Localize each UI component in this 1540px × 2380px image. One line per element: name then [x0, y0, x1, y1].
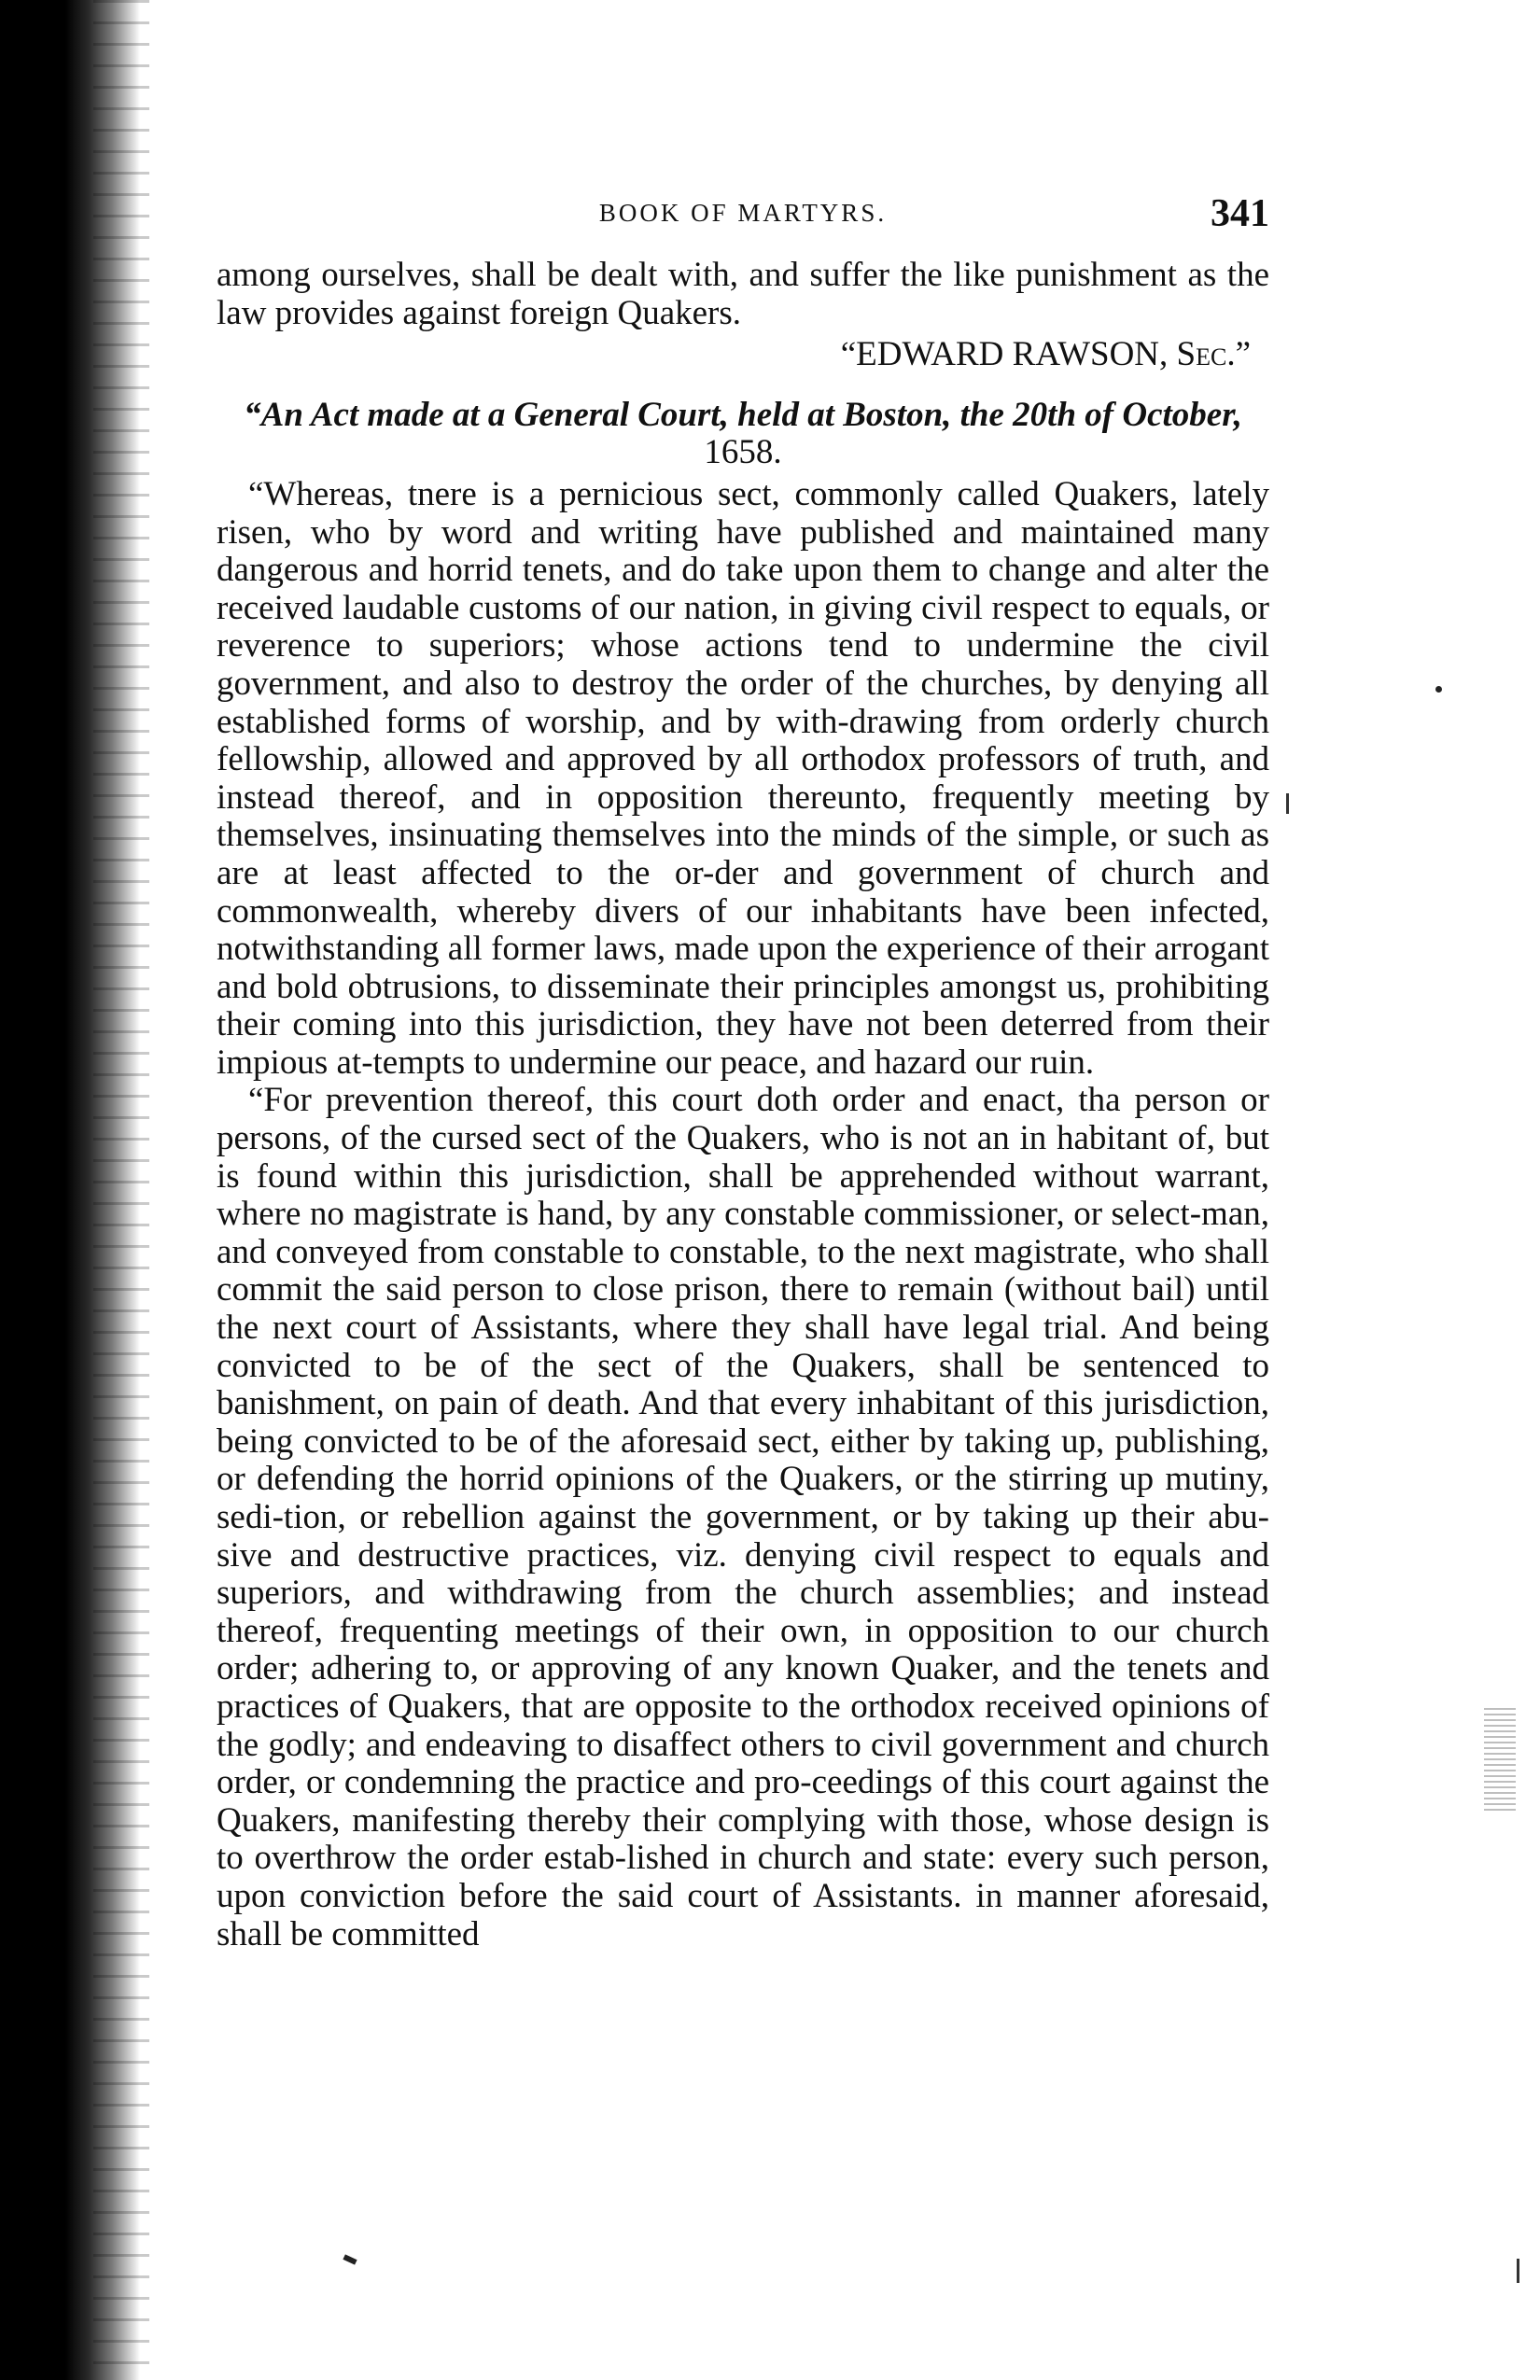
running-title: BOOK OF MARTYRS.	[598, 199, 888, 227]
paragraph-whereas: “Whereas, tnere is a pernicious sect, commonly called Quakers, lately risen, who by word and writing have published and maintained many dangerous and horrid tenets, and do take upon them to change and alter the received laudable customs of our nation, in giving civil respect to equals, or reverence to superiors; whose actions tend to undermine the civil government, and also to destroy the order of the churches, by denying all established forms of worship, and by with-drawing from orderly church fellowship, allowed and approved by all orthodox professors of truth, and instead thereof, and in opposition thereunto, frequently meeting by themselves, insinuating themselves into the minds of the simple, or such as are at least affected to the or-der and government of church and commonwealth, whereby divers of our inhabitants have been infected, notwithstanding all former laws, made upon the experience of their arrogant and bold obtrusions, to disseminate their principles amongst us, prohibiting their coming into this jurisdiction, they have not been deterred from their impious at-tempts to undermine our peace, and hazard our ruin.	[217, 474, 1269, 1082]
margin-bleed-through	[1484, 1708, 1516, 1811]
act-heading	[217, 397, 1269, 472]
running-head	[217, 191, 1269, 257]
margin-speck	[1435, 686, 1442, 693]
book-page	[217, 191, 1269, 1953]
margin-tick-bottom	[1517, 2259, 1519, 2283]
margin-tick	[1286, 793, 1289, 814]
act-heading-text: “An Act made at a General Court, held at Boston, the 20th of October,	[244, 395, 1242, 434]
page-number: 341	[1211, 192, 1269, 235]
signature: “EDWARD RAWSON, Sec.”	[840, 335, 1251, 374]
paragraph-for-prevention: “For prevention thereof, this court doth order and enact, tha person or persons, of the cursed sect of the Quakers, who is not an in habitant of, but is found within this jurisdiction, shall be apprehended without warrant, where no magistrate is hand, by any constable commissioner, or select-man, and conveyed from constable to constable, to the next magistrate, who shall commit the said person to close prison, there to remain (without bail) until the next court of Assistants, where they shall have legal trial. And being convicted to be of the sect of the Quakers, shall be sentenced to banishment, on pain of death. And that every inhabitant of this jurisdiction, being convicted to be of the aforesaid sect, either by taking up, publishing, or defending the horrid opinions of the Quakers, or the stirring up mutiny, sedi-tion, or rebellion against the government, or by taking up their abu-sive and destructive practices, viz. denying civil respect to equals and superiors, and withdrawing from the church assemblies; and instead thereof, frequenting meetings of their own, in opposition to our church order; adhering to, or approving of any known Quaker, and the tenets and practices of Quakers, that are opposite to the orthodox received opinions of the godly; and endeaving to disaffect others to civil government and church order, or condemning the practice and pro-ceedings of this court against the Quakers, manifesting thereby their complying with those, whose design is to overthrow the order estab-lished in church and state: every such person, upon conviction before the said court of Assistants. in manner aforesaid, shall be committed	[217, 1081, 1269, 1953]
scan-gutter-speckle	[93, 0, 149, 2380]
bottom-speck	[343, 2254, 357, 2264]
act-heading-year: 1658.	[704, 433, 782, 472]
paragraph-continuation: among ourselves, shall be dealt with, and suffer the like punishment as the law provides against foreign Quakers.	[217, 256, 1269, 332]
